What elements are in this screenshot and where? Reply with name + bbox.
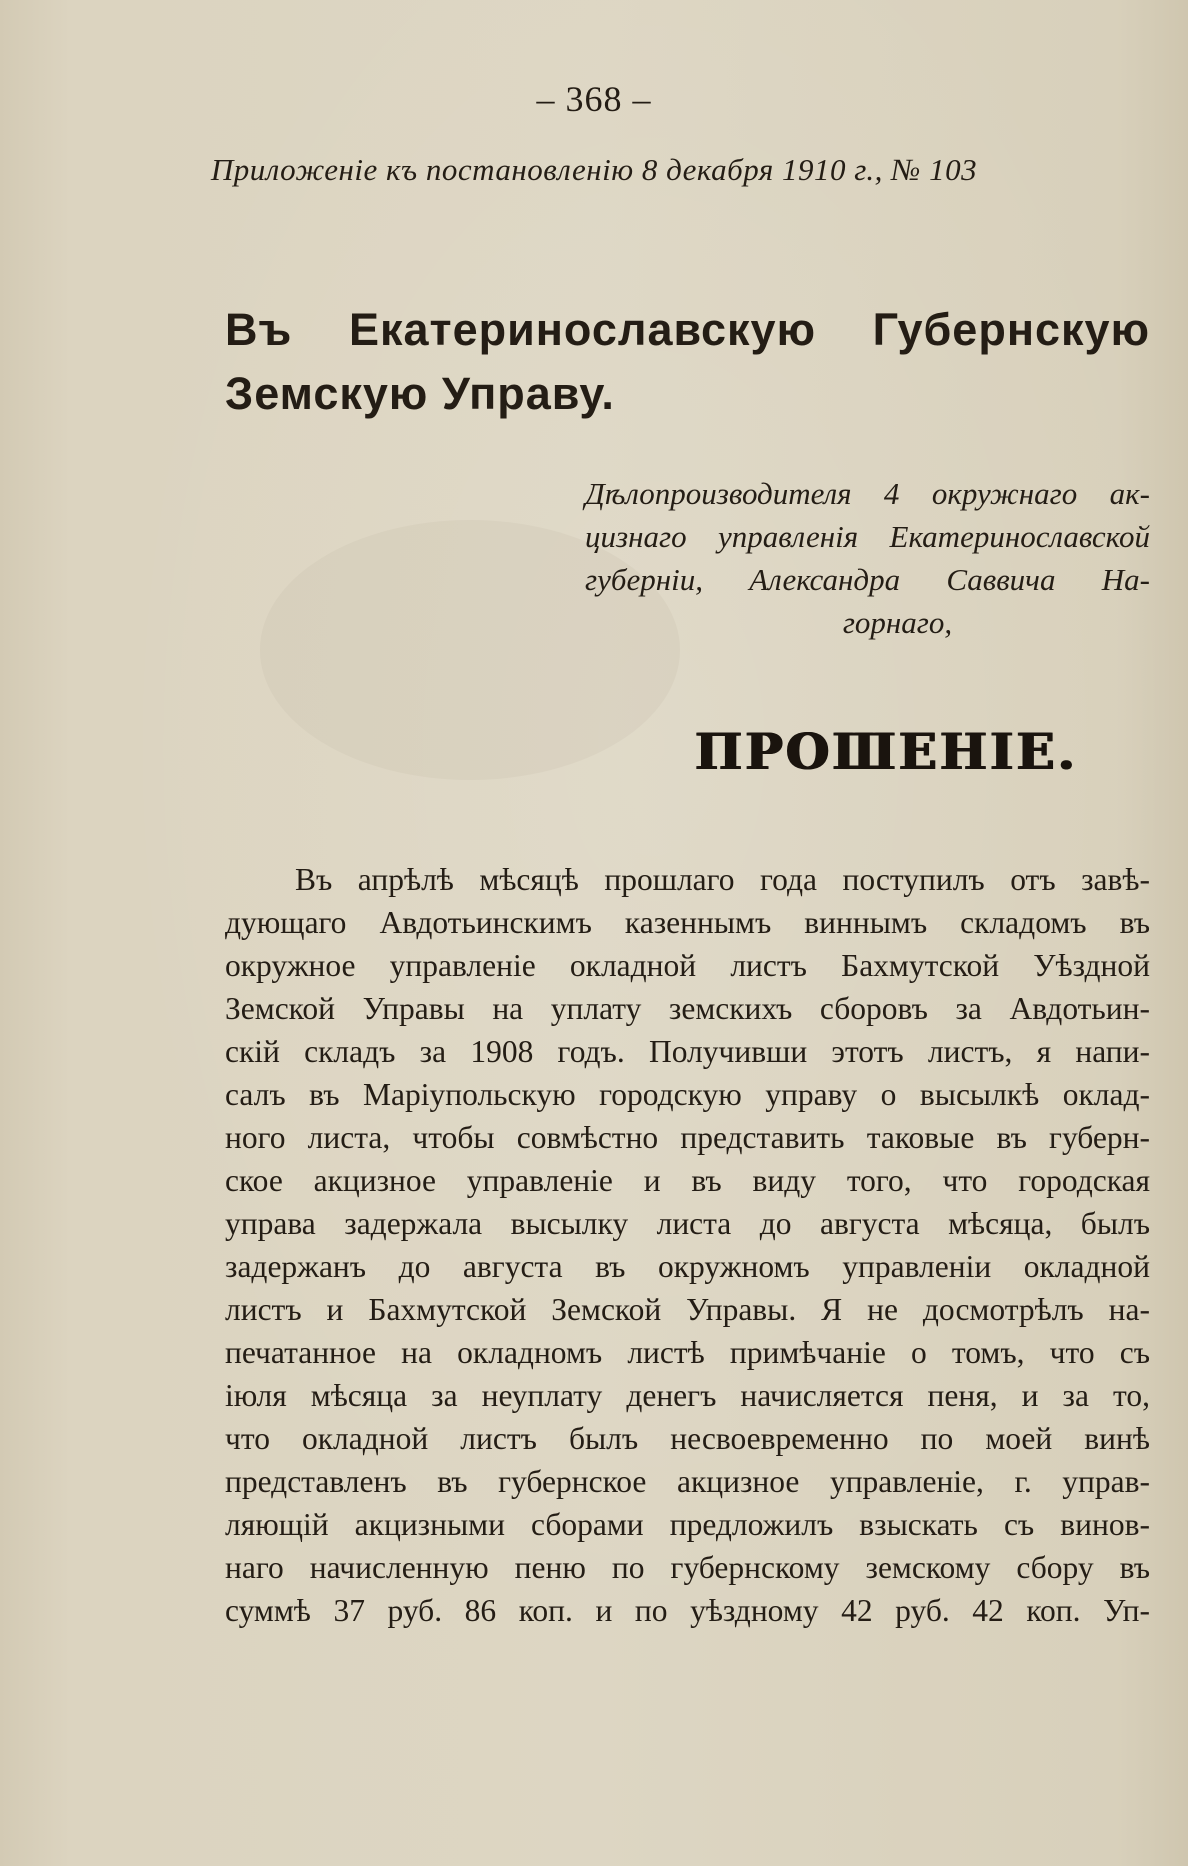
body-line: Земской Управы на уплату земскихъ сборовъ за Авдотьин- bbox=[225, 991, 1150, 1026]
body-line: наго начисленную пеню по губернскому земскому сбору въ bbox=[225, 1550, 1150, 1585]
body-line: листъ и Бахмутской Земской Управы. Я не досмотрѣлъ на- bbox=[225, 1292, 1150, 1327]
body-line: іюля мѣсяца за неуплату денегъ начисляется пеня, и за то, bbox=[225, 1378, 1150, 1413]
body-line: ляющій акцизными сборами предложилъ взыскать съ винов- bbox=[225, 1507, 1150, 1542]
body-line: задержанъ до августа въ окружномъ управленіи окладной bbox=[225, 1249, 1150, 1284]
body-line: дующаго Авдотьинскимъ казеннымъ виннымъ складомъ въ bbox=[225, 905, 1150, 940]
body-line: ское акцизное управленіе и въ виду того, что городская bbox=[225, 1163, 1150, 1198]
body-line: что окладной листъ былъ несвоевременно по моей винѣ bbox=[225, 1421, 1150, 1456]
addressee-heading: Въ Екатеринославскую Губернскую Земскую Управу. bbox=[225, 304, 1150, 419]
document-title: ПРОШЕНІЕ. bbox=[695, 722, 1079, 781]
body-line: Въ апрѣлѣ мѣсяцѣ прошлаго года поступилъ отъ завѣ- bbox=[295, 862, 1150, 897]
body-line: суммѣ 37 руб. 86 коп. и по уѣздному 42 руб. 42 коп. Уп- bbox=[225, 1593, 1150, 1628]
body-line: скій складъ за 1908 годъ. Получивши этотъ листъ, я напи- bbox=[225, 1034, 1150, 1069]
body-line: печатанное на окладномъ листѣ примѣчаніе о томъ, что съ bbox=[225, 1335, 1150, 1370]
body-line: ного листа, чтобы совмѣстно представить таковые въ губерн- bbox=[225, 1120, 1150, 1155]
sender-line: губерніи, Александра Саввича На- bbox=[585, 562, 1150, 597]
appendix-heading: Приложеніе къ постановленію 8 декабря 1910 г., № 103 bbox=[210, 152, 978, 187]
body-line: салъ въ Маріупольскую городскую управу о высылкѣ оклад- bbox=[225, 1077, 1150, 1112]
sender-line: цизнаго управленія Екатеринославской bbox=[585, 519, 1150, 554]
sender-line: горнаго, bbox=[842, 605, 953, 640]
sender-block bbox=[585, 468, 1150, 648]
body-line: представленъ въ губернское акцизное управленіе, г. управ- bbox=[225, 1464, 1150, 1499]
sender-line: Дѣлопроизводителя 4 окружнаго ак- bbox=[585, 476, 1150, 511]
page-number: – 368 – bbox=[536, 79, 652, 119]
petition-body bbox=[225, 858, 1150, 1632]
body-line: управа задержала высылку листа до августа мѣсяца, былъ bbox=[225, 1206, 1150, 1241]
body-line: окружное управленіе окладной листъ Бахмутской Уѣздной bbox=[225, 948, 1150, 983]
